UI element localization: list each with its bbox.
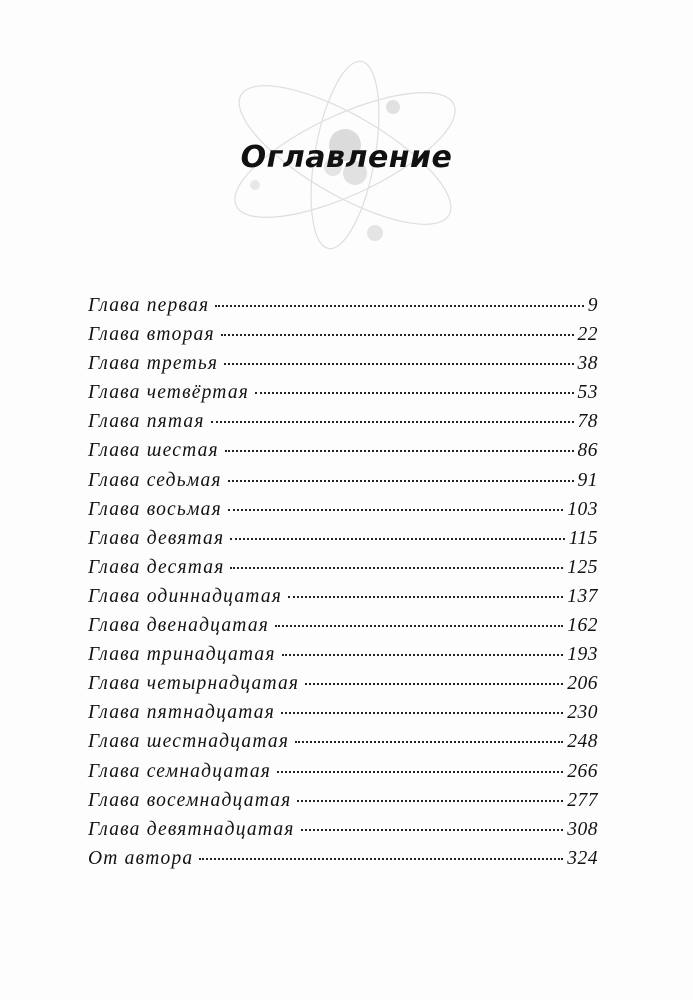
toc-entry-label: Глава вторая: [88, 324, 215, 346]
toc-leader-dots: [215, 305, 584, 307]
toc-leader-dots: [305, 683, 563, 685]
toc-entry-page: 277: [567, 789, 598, 811]
toc-entry[interactable]: [88, 382, 598, 411]
toc-entry-page: 206: [567, 673, 598, 695]
toc-entry-page: 9: [587, 295, 598, 316]
toc-entry-page: 86: [577, 440, 598, 462]
toc-entry-page: 22: [577, 324, 598, 346]
toc-entry-label: Глава четырнадцатая: [88, 673, 300, 695]
toc-entry[interactable]: [88, 761, 598, 790]
toc-leader-dots: [297, 800, 563, 802]
toc-entry[interactable]: [88, 819, 598, 848]
toc-entry[interactable]: [88, 353, 598, 382]
toc-entry-page: 78: [577, 411, 598, 433]
toc-entry[interactable]: [88, 673, 598, 702]
toc-entry-page: 193: [567, 644, 598, 666]
toc-entry-label: Глава семнадцатая: [88, 760, 272, 782]
toc-entry-label: Глава шестая: [88, 440, 219, 462]
toc-entry-label: Глава четвёртая: [88, 382, 250, 404]
toc-leader-dots: [224, 363, 573, 365]
toc-entry-label: Глава восьмая: [88, 498, 222, 520]
toc-leader-dots: [228, 480, 574, 482]
toc-entry[interactable]: [88, 615, 598, 644]
toc-entry[interactable]: [88, 644, 598, 673]
toc-entry[interactable]: [88, 440, 598, 469]
toc-entry[interactable]: [88, 848, 598, 877]
toc-entry-page: 324: [567, 847, 598, 869]
toc-leader-dots: [301, 829, 564, 831]
toc-entry[interactable]: [88, 324, 598, 353]
toc-entry-label: Глава шестнадцатая: [88, 731, 290, 753]
toc-entry-page: 248: [567, 731, 598, 753]
toc-entry-page: 266: [567, 760, 598, 782]
toc-entry-page: 103: [567, 498, 598, 520]
toc-entry[interactable]: [88, 702, 598, 731]
toc-leader-dots: [255, 392, 573, 394]
toc-entry-label: Глава двенадцатая: [88, 615, 270, 637]
toc-entry-page: 38: [577, 353, 598, 375]
toc-entry-page: 162: [567, 615, 598, 637]
toc-leader-dots: [221, 334, 574, 336]
toc-entry-label: Глава третья: [88, 353, 219, 375]
toc-entry[interactable]: [88, 411, 598, 440]
toc-entry-label: От автора: [88, 847, 194, 869]
toc-entry[interactable]: [88, 499, 598, 528]
toc-entry-label: Глава десятая: [88, 556, 225, 578]
toc-entry-page: 137: [567, 585, 598, 607]
toc-entry-label: Глава девятая: [88, 527, 225, 549]
toc-entry[interactable]: [88, 528, 598, 557]
toc-entry[interactable]: [88, 586, 598, 615]
toc-leader-dots: [225, 450, 574, 452]
toc-entry-label: Глава восемнадцатая: [88, 789, 292, 811]
toc-entry[interactable]: [88, 731, 598, 760]
toc-entry[interactable]: [88, 470, 598, 499]
toc-entry-label: Глава первая: [88, 295, 210, 316]
toc-leader-dots: [277, 771, 563, 773]
toc-entry-page: 53: [577, 382, 598, 404]
toc-entry-page: 115: [568, 527, 598, 549]
toc-entry-label: Глава девятнадцатая: [88, 818, 295, 840]
toc-leader-dots: [230, 567, 563, 569]
table-of-contents: [88, 295, 598, 877]
toc-entry[interactable]: [88, 557, 598, 586]
toc-leader-dots: [199, 858, 563, 860]
toc-leader-dots: [228, 509, 563, 511]
toc-entry-label: Глава тринадцатая: [88, 644, 276, 666]
toc-entry-page: 308: [567, 818, 598, 840]
toc-leader-dots: [211, 421, 574, 423]
toc-entry-label: Глава одиннадцатая: [88, 585, 283, 607]
page-title: Оглавление: [240, 140, 453, 175]
toc-leader-dots: [281, 712, 563, 714]
toc-entry-page: 91: [577, 469, 598, 491]
toc-entry-page: 125: [567, 556, 598, 578]
toc-leader-dots: [230, 538, 564, 540]
toc-leader-dots: [282, 654, 564, 656]
toc-leader-dots: [295, 741, 563, 743]
toc-entry-label: Глава пятая: [88, 411, 205, 433]
toc-entry[interactable]: [88, 295, 598, 324]
toc-entry-page: 230: [567, 702, 598, 724]
toc-entry[interactable]: [88, 790, 598, 819]
toc-entry-label: Глава седьмая: [88, 469, 222, 491]
toc-entry-label: Глава пятнадцатая: [88, 702, 275, 724]
toc-leader-dots: [275, 625, 563, 627]
toc-leader-dots: [288, 596, 563, 598]
